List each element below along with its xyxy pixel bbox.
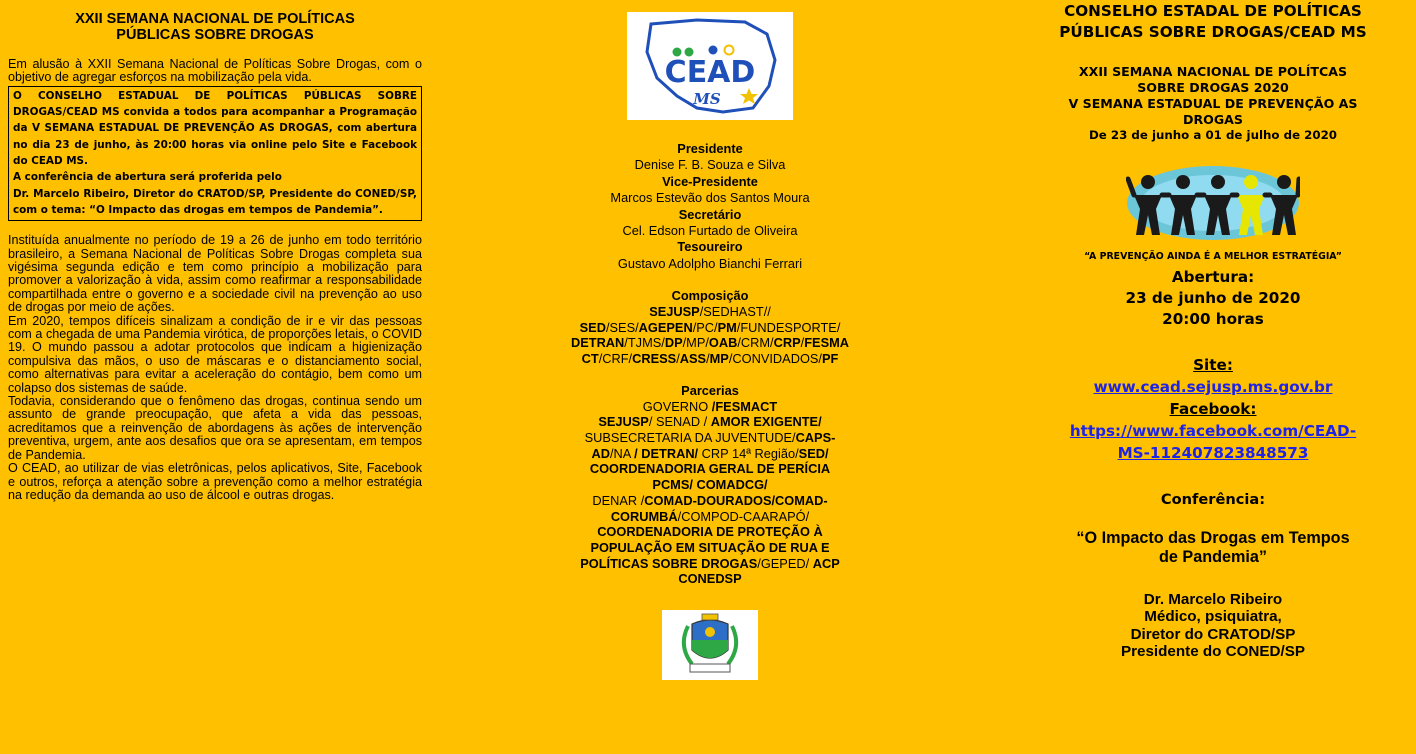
parcerias-line: DENAR /COMAD-DOURADOS/COMAD-: [592, 492, 828, 508]
parcerias-line: POLÍTICAS SOBRE DROGAS/GEPED/ ACP: [580, 555, 840, 571]
parcerias-line: SEJUSP/ SENAD / AMOR EXIGENTE/: [598, 414, 822, 430]
role-name: Gustavo Adolpho Bianchi Ferrari: [617, 255, 803, 271]
invitation-box: [8, 86, 422, 221]
state-coat-of-arms: [662, 610, 758, 680]
composicao-section: [505, 288, 915, 366]
parcerias-line: GOVERNO /FESMACT: [642, 398, 778, 414]
role-title: Presidente: [677, 141, 743, 156]
opening-date: 23 de junho de 2020: [1125, 289, 1301, 307]
parcerias-heading: Parcerias: [681, 382, 739, 398]
intro-paragraph: Em alusão à XXII Semana Nacional de Políticas Sobre Drogas, com o objetivo de agregar esforços na mobilização pela vida.: [8, 57, 422, 85]
parcerias-section: [505, 383, 915, 587]
role-title: Secretário: [678, 206, 742, 222]
composicao-heading: Composição: [671, 288, 749, 304]
body-paragraph-4: O CEAD, ao utilizar de vias eletrônicas, pelos aplicativos, Site, Facebook e outros, reforça a atenção sobre a prevenção como a melhor estratégia na redução da demanda ao uso de álcool e outras drogas.: [8, 461, 422, 502]
board-list: [505, 141, 915, 272]
composicao-line: SEJUSP/SEDHAST//: [649, 304, 771, 320]
composicao-line: DETRAN/TJMS/DP/MP/OAB/CRM/CRP/FESMA: [570, 335, 850, 351]
opening-time: 20:00 horas: [1162, 310, 1264, 328]
speaker-info: Dr. Marcelo Ribeiro Médico, psiquiatra, Diretor do CRATOD/SP Presidente do CONED/SP: [1121, 591, 1305, 661]
facebook-label: Facebook:: [1169, 400, 1257, 418]
motto: “A PREVENÇÃO AINDA É A MELHOR ESTRATÉGIA”: [1084, 251, 1342, 262]
left-title: XXII SEMANA NACIONAL DE POLÍTICAS PÚBLICAS SOBRE DROGAS: [75, 11, 355, 43]
role-title: Tesoureiro: [677, 239, 743, 255]
opening-label: Abertura:: [1171, 268, 1255, 286]
composicao-line: CT/CRF/CRESS/ASS/MP/CONVIDADOS/PF: [581, 351, 839, 367]
opening-info: [1010, 267, 1416, 330]
invitation-text: O CONSELHO ESTADUAL DE POLÍTICAS PÚBLICAS SOBRE DROGAS/CEAD MS convida a todos para acompanhar a Programação da V SEMANA ESTADUAL DE PREVENÇÃO AS DROGAS, com abertura no dia 23 de junho, às 20:00 horas via online pelo Site e Facebook do CEAD MS.: [13, 89, 417, 167]
right-panel: [1010, 0, 1416, 754]
role-name: Marcos Estevão dos Santos Moura: [610, 190, 810, 206]
middle-panel: [505, 0, 915, 754]
parcerias-line: AD/NA / DETRAN/ CRP 14ª Região/SED/: [591, 445, 829, 461]
conference-theme: “O Impacto das Drogas em Tempos de Pandemia”: [1076, 529, 1350, 566]
parcerias-line: POPULAÇÃO EM SITUAÇÃO DE RUA E: [590, 539, 830, 555]
parcerias-line: CONEDSP: [678, 571, 742, 587]
event-dates: De 23 de junho a 01 de julho de 2020: [1088, 128, 1338, 142]
council-title: CONSELHO ESTADAL DE POLÍTICAS PÚBLICAS SOBRE DROGAS/CEAD MS: [1059, 2, 1367, 41]
event-title: XXII SEMANA NACIONAL DE POLÍTCAS SOBRE DROGAS 2020 V SEMANA ESTADUAL DE PREVENÇÃO AS DROGAS: [1068, 64, 1358, 127]
composicao-line: SED/SES/AGEPEN/PC/PM/FUNDESPORTE/: [579, 319, 841, 335]
cead-ms-logo: [627, 12, 793, 120]
role-title: Vice-Presidente: [662, 173, 758, 189]
parcerias-line: PCMS/ COMADCG/: [652, 477, 768, 493]
parcerias-line: COORDENADORIA GERAL DE PERÍCIA: [589, 461, 831, 477]
site-label: Site:: [1193, 356, 1233, 374]
conference-intro-text: A conferência de abertura será proferida pelo: [13, 171, 282, 184]
body-paragraph-1: Instituída anualmente no período de 19 a 26 de junho em todo território brasileiro, a Semana Nacional de Políticas Sobre Drogas completa sua vigésima segunda edição e tem como princípio a mobilização para promover a valorização à vida, assim como reafirmar a responsabilidade compartilhada entre o governo e a sociedade civil na prevenção ao uso de drogas por meio de ações.: [8, 233, 422, 315]
conference-label: Conferência:: [1160, 491, 1266, 508]
role-name: Denise F. B. Souza e Silva: [634, 157, 786, 173]
svg-text:MS: MS: [693, 90, 721, 108]
role-name: Cel. Edson Furtado de Oliveira: [622, 223, 798, 239]
svg-text:CEAD: CEAD: [664, 55, 756, 90]
body-paragraph-2: Em 2020, tempos difíceis sinalizam a condição de ir e vir das pessoas com a chegada de uma Pandemia virótica, de proporções letais, o COVID 19. O mundo passou a adotar protocolos que indicam a higienização compulsiva das mãos, o uso de máscaras e o distanciamento social, como alternativas para evitar a aceleração do contágio, bem como um colapso dos sistemas de saúde.: [8, 313, 422, 395]
parcerias-line: SUBSECRETARIA DA JUVENTUDE/CAPS-: [584, 430, 836, 446]
body-paragraph-3: Todavia, considerando que o fenômeno das drogas, continua sendo um assunto de grande preocupação, que afeta a vida das pessoas, acreditamos que a reinvenção de abordagens às ações de intervenção preventiva, urgem, ante aos desafios que ora se apresentam, em tempos de Pandemia.: [8, 394, 422, 462]
site-link[interactable]: www.cead.sejusp.ms.gov.br: [1093, 378, 1333, 396]
parcerias-line: COORDENADORIA DE PROTEÇÃO À: [597, 524, 823, 540]
people-illustration: [1126, 165, 1300, 241]
body-text: [8, 234, 422, 502]
facebook-link[interactable]: https://www.facebook.com/CEAD- MS-112407823848573: [1069, 422, 1357, 462]
left-panel: [8, 0, 422, 754]
conference-speaker-text: Dr. Marcelo Ribeiro, Diretor do CRATOD/SP, Presidente do CONED/SP, com o tema: “O Impacto das drogas em tempos de Pandemia”.: [13, 187, 417, 216]
parcerias-line: CORUMBÁ/COMPOD-CAARAPÓ/: [610, 508, 810, 524]
